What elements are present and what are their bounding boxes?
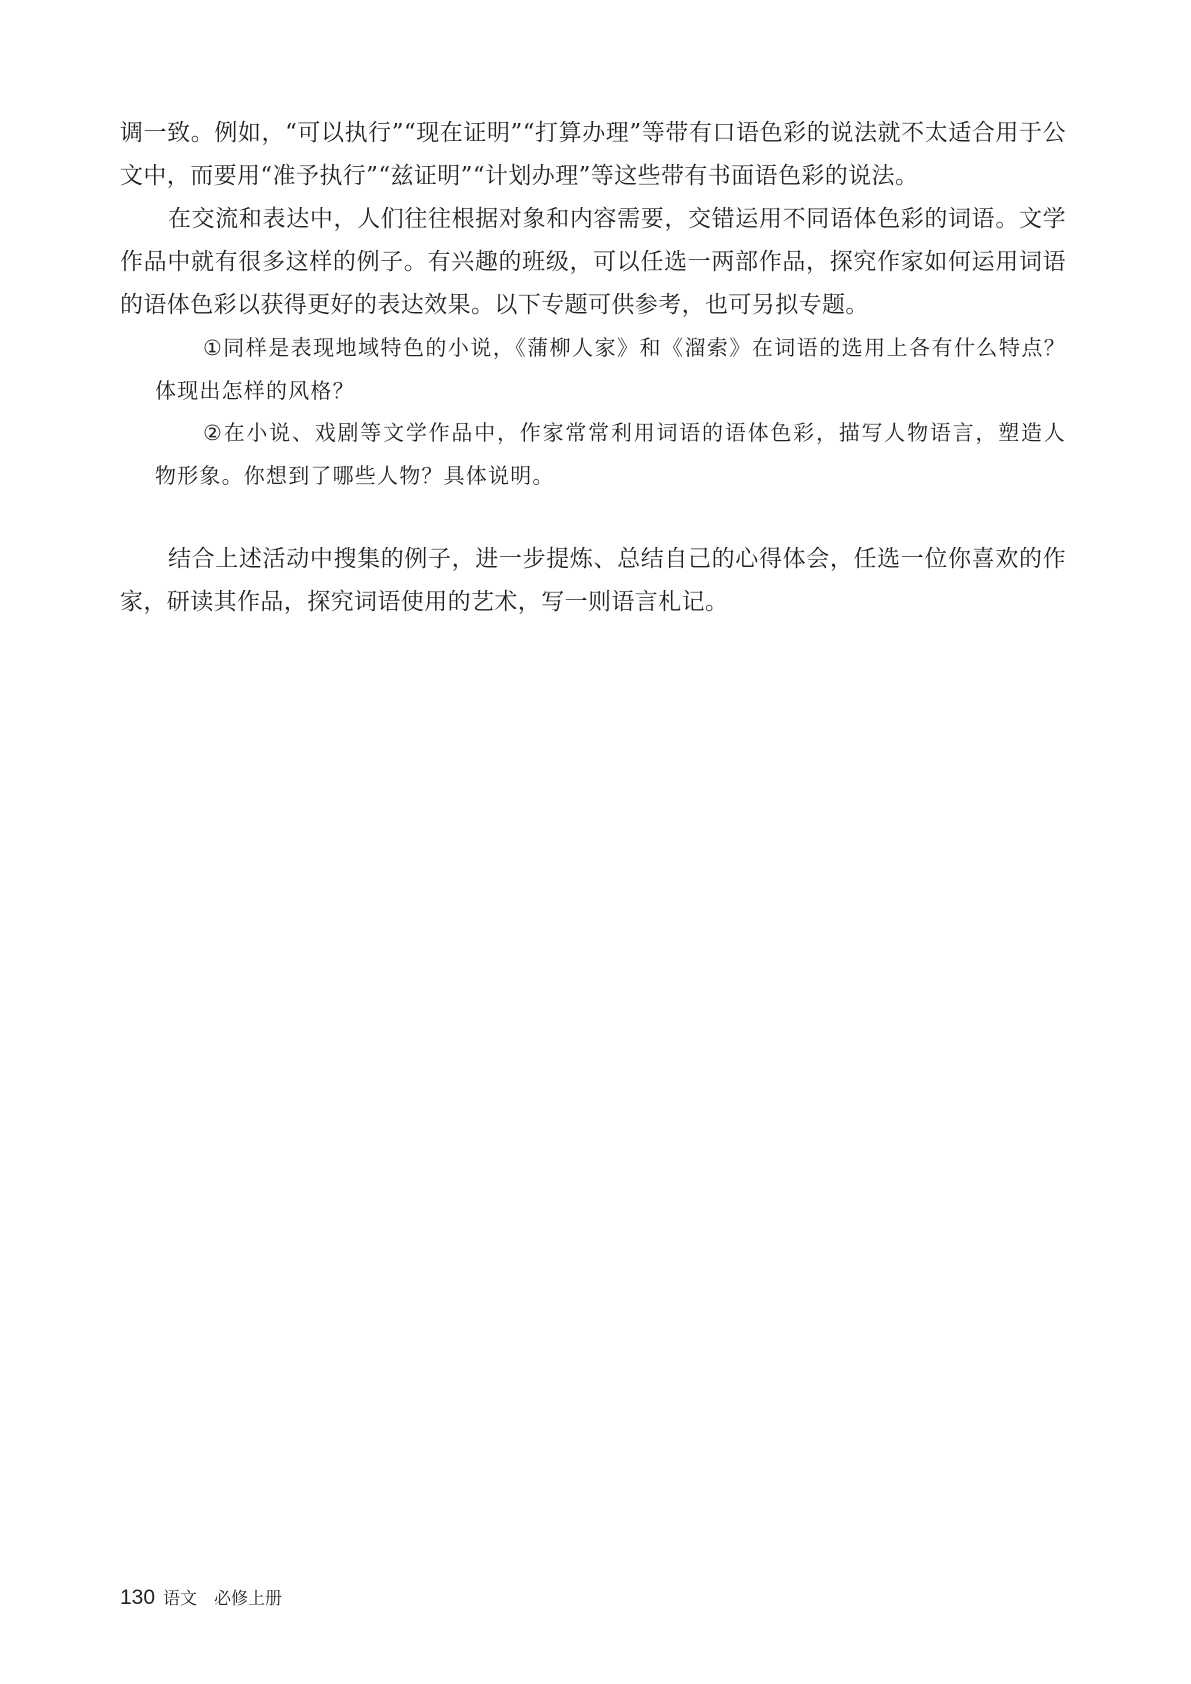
book-title: 语文 必修上册 [163,1589,283,1609]
page-number: 130 [120,1586,156,1609]
page-footer [120,1584,282,1614]
paragraph-register-usage: 在交流和表达中，人们往往根据对象和内容需要，交错运用不同语体色彩的词语。文学作品中就有很多这样的例子。有兴趣的班级，可以任选一两部作品，探究作家如何运用词语的语体色彩以获得更好的表达效果。以下专题可供参考，也可另拟专题。 [120,206,1066,318]
topic-item-1: ①同样是表现地域特色的小说，《蒲柳人家》和《溜索》在词语的选用上各有什么特点？体现出怎样的风格？ [155,336,1066,403]
paragraph-continuation: 调一致。例如，“可以执行”“现在证明”“打算办理”等带有口语色彩的说法就不太适合用于公文中，而要用“准予执行”“兹证明”“计划办理”等这些带有书面语色彩的说法。 [120,120,1066,189]
paragraph-assignment: 结合上述活动中搜集的例子，进一步提炼、总结自己的心得体会，任选一位你喜欢的作家，研读其作品，探究词语使用的艺术，写一则语言札记。 [120,546,1066,615]
topic-item-2: ②在小说、戏剧等文学作品中，作家常常利用词语的语体色彩，描写人物语言，塑造人物形象。你想到了哪些人物？具体说明。 [155,421,1066,488]
